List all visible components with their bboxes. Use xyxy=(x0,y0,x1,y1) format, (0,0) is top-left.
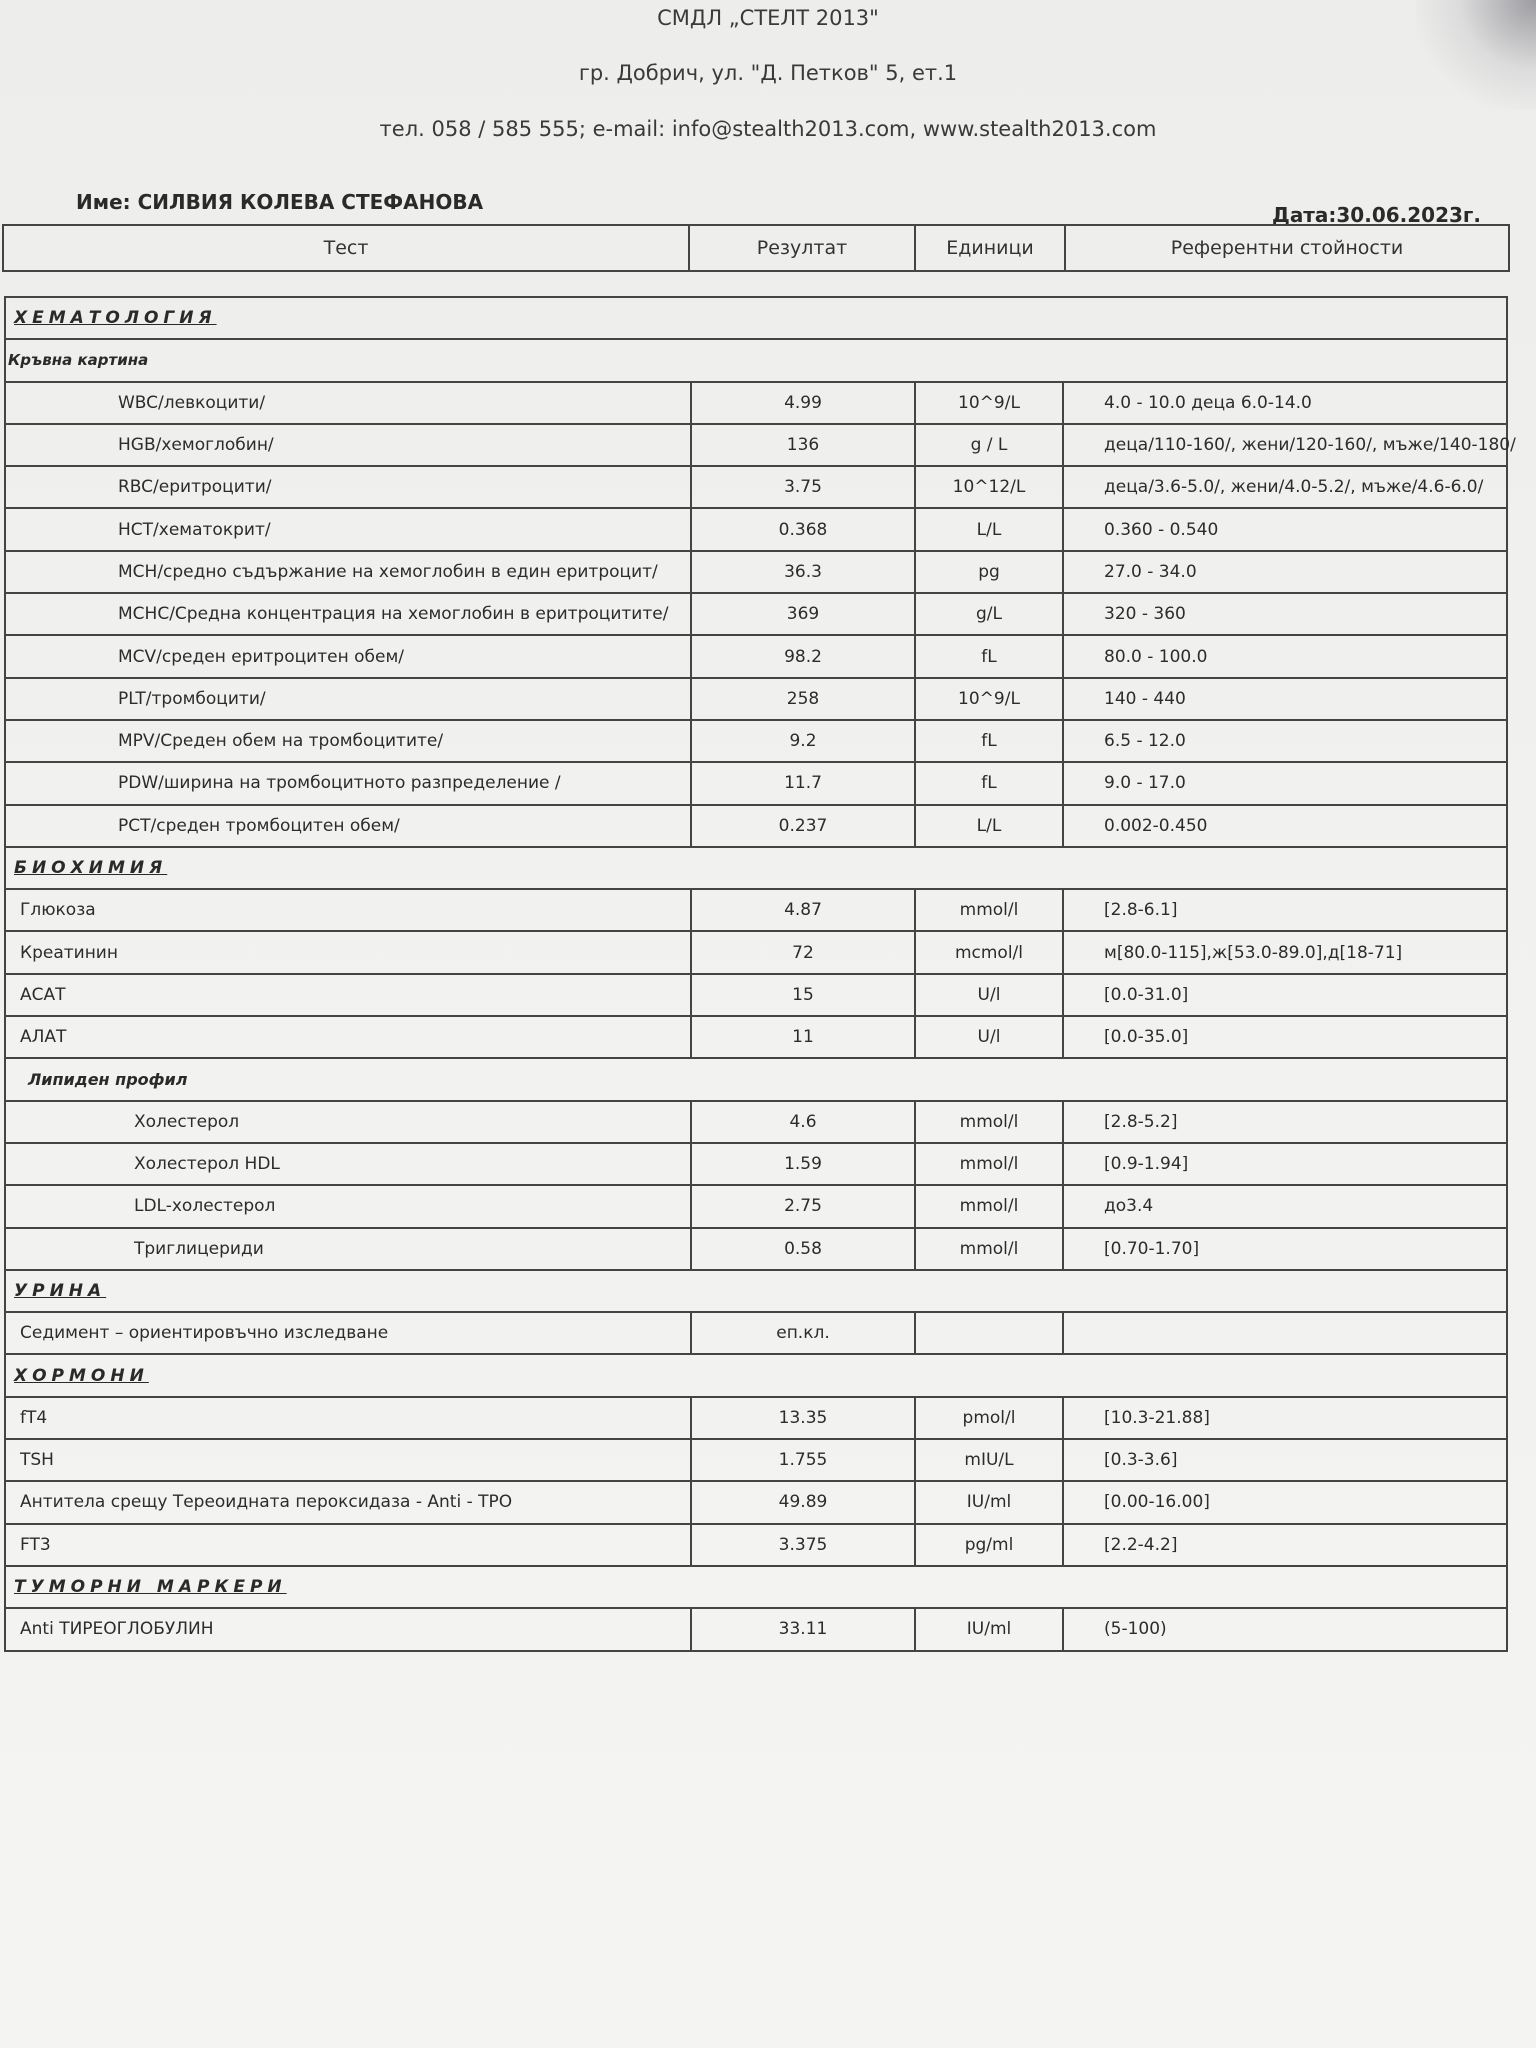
table-row xyxy=(6,383,1506,425)
test-result: 13.35 xyxy=(690,1398,914,1438)
test-result: 258 xyxy=(690,679,914,719)
test-result: 2.75 xyxy=(690,1186,914,1226)
test-result: 0.237 xyxy=(690,806,914,846)
test-result: 136 xyxy=(690,425,914,465)
test-name: WBC/левкоцити/ xyxy=(118,392,266,413)
column-result: Резултат xyxy=(690,226,916,270)
test-result: 0.58 xyxy=(690,1229,914,1269)
table-row xyxy=(6,1398,1506,1440)
column-test: Тест xyxy=(4,226,690,270)
table-row xyxy=(6,636,1506,678)
test-unit: mmol/l xyxy=(914,1186,1062,1226)
table-row xyxy=(6,1144,1506,1186)
test-result: 15 xyxy=(690,975,914,1015)
results-table xyxy=(4,296,1516,1652)
test-name: fT4 xyxy=(20,1407,48,1428)
test-reference: [2.8-5.2] xyxy=(1062,1102,1506,1142)
test-name: АЛАТ xyxy=(20,1027,67,1048)
test-reference: [0.0-35.0] xyxy=(1062,1017,1506,1057)
section-title: УРИНА xyxy=(14,1280,107,1301)
test-result: 9.2 xyxy=(690,721,914,761)
test-reference: [0.70-1.70] xyxy=(1062,1229,1506,1269)
table-row xyxy=(6,806,1506,848)
section-hematology xyxy=(6,298,1506,340)
lab-address: гр. Добрич, ул. "Д. Петков" 5, ет.1 xyxy=(578,61,958,85)
column-reference: Референтни стойности xyxy=(1170,237,1404,259)
subsection-lipid-profile xyxy=(6,1059,1506,1101)
test-name: TSH xyxy=(20,1450,54,1471)
test-name: HCT/хематокрит/ xyxy=(118,519,271,540)
test-unit: L/L xyxy=(914,806,1062,846)
test-reference: [0.3-3.6] xyxy=(1062,1440,1506,1480)
table-row xyxy=(6,1313,1506,1355)
table-row xyxy=(6,1229,1506,1271)
table-row xyxy=(6,932,1506,974)
test-name: FT3 xyxy=(20,1534,51,1555)
table-row xyxy=(6,594,1506,636)
test-name: Креатинин xyxy=(20,942,118,963)
test-name: LDL-холестерол xyxy=(134,1196,276,1217)
test-result: 369 xyxy=(690,594,914,634)
test-result: 3.375 xyxy=(690,1525,914,1565)
report-date: Дата:30.06.2023г. xyxy=(1272,203,1481,227)
test-unit: pmol/l xyxy=(914,1398,1062,1438)
test-unit: mmol/l xyxy=(914,890,1062,930)
test-unit: IU/ml xyxy=(914,1609,1062,1649)
table-row xyxy=(6,509,1506,551)
test-reference: 9.0 - 17.0 xyxy=(1062,763,1506,803)
test-reference: 0.002-0.450 xyxy=(1062,806,1506,846)
test-reference: (5-100) xyxy=(1062,1609,1506,1649)
table-row xyxy=(6,1609,1506,1651)
test-result: 4.6 xyxy=(690,1102,914,1142)
test-reference: [0.00-16.00] xyxy=(1062,1482,1506,1522)
test-unit xyxy=(914,1313,1062,1353)
table-row xyxy=(6,467,1506,509)
section-title: ХОРМОНИ xyxy=(14,1365,149,1386)
lab-contact: тел. 058 / 585 555; e-mail: info@stealth2013.com, www.stealth2013.com xyxy=(379,117,1157,141)
test-result: 11.7 xyxy=(690,763,914,803)
table-row xyxy=(6,1186,1506,1228)
test-name: MCV/среден еритроцитен обем/ xyxy=(118,646,405,667)
test-name: MPV/Среден обем на тромбоцитите/ xyxy=(118,731,444,752)
test-result: 11 xyxy=(690,1017,914,1057)
test-name: Глюкоза xyxy=(20,900,96,921)
table-row xyxy=(6,890,1506,932)
table-row xyxy=(6,1525,1506,1567)
test-unit: fL xyxy=(914,636,1062,676)
test-name: Триглицериди xyxy=(134,1238,264,1259)
test-reference: [10.3-21.88] xyxy=(1062,1398,1506,1438)
test-name: Холестерол HDL xyxy=(134,1154,280,1175)
test-unit: mmol/l xyxy=(914,1229,1062,1269)
test-reference: 140 - 440 xyxy=(1062,679,1506,719)
test-unit: U/l xyxy=(914,975,1062,1015)
test-result: 98.2 xyxy=(690,636,914,676)
test-result: 33.11 xyxy=(690,1609,914,1649)
test-result: 0.368 xyxy=(690,509,914,549)
test-name: Седимент – ориентировъчно изследване xyxy=(20,1323,389,1344)
section-hormones xyxy=(6,1355,1506,1397)
table-header xyxy=(2,224,1510,272)
test-reference: 27.0 - 34.0 xyxy=(1062,552,1506,592)
section-title: БИОХИМИЯ xyxy=(14,858,168,878)
test-unit: L/L xyxy=(914,509,1062,549)
test-unit: U/l xyxy=(914,1017,1062,1057)
test-unit: pg xyxy=(914,552,1062,592)
test-reference: [2.2-4.2] xyxy=(1062,1525,1506,1565)
test-reference: 320 - 360 xyxy=(1062,594,1506,634)
lab-name: СМДЛ „СТЕЛТ 2013" xyxy=(657,6,879,30)
test-unit: mIU/L xyxy=(914,1440,1062,1480)
subsection-blood-count xyxy=(6,340,1506,382)
test-reference: 6.5 - 12.0 xyxy=(1062,721,1506,761)
table-row xyxy=(6,763,1506,805)
section-title: Липиден профил xyxy=(28,1069,188,1089)
section-title: ТУМОРНИ МАРКЕРИ xyxy=(14,1577,287,1598)
test-result: 1.59 xyxy=(690,1144,914,1184)
test-reference: до3.4 xyxy=(1062,1186,1506,1226)
test-name: Антитела срещу Тереоидната пероксидаза - Anti - TPO xyxy=(20,1492,513,1513)
test-result: 36.3 xyxy=(690,552,914,592)
test-reference: 0.360 - 0.540 xyxy=(1062,509,1506,549)
test-unit: g/L xyxy=(914,594,1062,634)
test-name: RBC/еритроцити/ xyxy=(118,477,272,498)
test-name: Anti ТИРЕОГЛОБУЛИН xyxy=(20,1619,214,1640)
section-title: Кръвна картина xyxy=(8,351,149,370)
test-result: 4.87 xyxy=(690,890,914,930)
test-unit: 10^9/L xyxy=(914,383,1062,423)
test-reference: [0.9-1.94] xyxy=(1062,1144,1506,1184)
table-row xyxy=(6,1017,1506,1059)
table-row xyxy=(6,975,1506,1017)
test-unit: 10^12/L xyxy=(914,467,1062,507)
test-unit: pg/ml xyxy=(914,1525,1062,1565)
patient-name: Име: СИЛВИЯ КОЛЕВА СТЕФАНОВА xyxy=(76,190,484,214)
table-row xyxy=(6,425,1516,467)
test-unit: fL xyxy=(914,763,1062,803)
table-row xyxy=(6,1482,1506,1524)
test-name: АСАТ xyxy=(20,984,66,1005)
table-row xyxy=(6,552,1506,594)
test-unit: IU/ml xyxy=(914,1482,1062,1522)
section-title: ХЕМАТОЛОГИЯ xyxy=(14,308,217,329)
test-name: HGB/хемоглобин/ xyxy=(118,435,274,456)
test-unit: fL xyxy=(914,721,1062,761)
test-unit: mcmol/l xyxy=(914,932,1062,972)
test-reference: [2.8-6.1] xyxy=(1062,890,1506,930)
table-row xyxy=(6,721,1506,763)
table-row xyxy=(6,679,1506,721)
test-name: PCT/среден тромбоцитен обем/ xyxy=(118,815,400,836)
test-unit: 10^9/L xyxy=(914,679,1062,719)
table-row xyxy=(6,1102,1506,1144)
test-name: MCH/средно съдържание на хемоглобин в един еритроцит/ xyxy=(118,561,658,582)
test-reference: деца/3.6-5.0/, жени/4.0-5.2/, мъже/4.6-6.0/ xyxy=(1062,467,1506,507)
test-unit: mmol/l xyxy=(914,1144,1062,1184)
test-reference: [0.0-31.0] xyxy=(1062,975,1506,1015)
test-name: PLT/тромбоцити/ xyxy=(118,688,266,709)
section-tumor-markers xyxy=(6,1567,1506,1609)
test-name: PDW/ширина на тромбоцитното разпределение / xyxy=(118,773,561,794)
section-urine xyxy=(6,1271,1506,1313)
test-reference: 80.0 - 100.0 xyxy=(1062,636,1506,676)
table-row xyxy=(6,1440,1506,1482)
test-unit: g / L xyxy=(914,425,1062,465)
test-reference xyxy=(1062,1313,1506,1353)
test-result: 72 xyxy=(690,932,914,972)
test-reference: деца/110-160/, жени/120-160/, мъже/140-180/ xyxy=(1062,425,1506,465)
section-biochemistry xyxy=(6,848,1506,890)
test-reference: м[80.0-115],ж[53.0-89.0],д[18-71] xyxy=(1062,932,1506,972)
test-reference: 4.0 - 10.0 деца 6.0-14.0 xyxy=(1062,383,1506,423)
test-result: 3.75 xyxy=(690,467,914,507)
test-result: 4.99 xyxy=(690,383,914,423)
test-result: 49.89 xyxy=(690,1482,914,1522)
test-unit: mmol/l xyxy=(914,1102,1062,1142)
test-name: Холестерол xyxy=(134,1111,240,1132)
test-result: еп.кл. xyxy=(690,1313,914,1353)
test-result: 1.755 xyxy=(690,1440,914,1480)
test-name: MCHC/Средна концентрация на хемоглобин в еритроцитите/ xyxy=(118,604,669,625)
column-units: Единици xyxy=(916,226,1066,270)
